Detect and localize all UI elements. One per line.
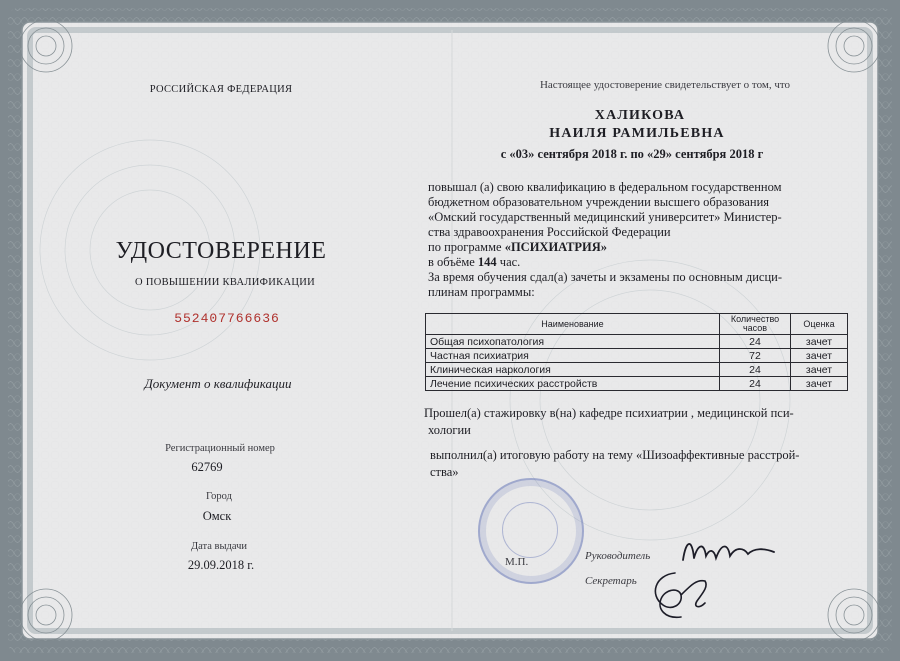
institution-paragraph xyxy=(428,180,843,300)
city-label: Город xyxy=(206,491,232,502)
discipline-grade: зачет xyxy=(791,363,848,377)
paragraph-line: ства здравоохранения Российской Федерации xyxy=(428,225,671,239)
discipline-name: Клиническая наркология xyxy=(426,363,720,377)
certificate-subtitle: О ПОВЫШЕНИИ КВАЛИФИКАЦИИ xyxy=(135,277,315,288)
discipline-grade: зачет xyxy=(791,335,848,349)
issue-date-label: Дата выдачи xyxy=(190,541,248,552)
discipline-hours: 24 xyxy=(720,377,791,391)
internship-text: Прошел(а) стажировку в(на) кафедре психиатрии , медицинской пси- хологии xyxy=(424,406,794,437)
discipline-hours: 24 xyxy=(720,363,791,377)
training-period: с «03» сентября 2018 г. по «29» сентября 2018 г xyxy=(500,147,764,161)
serial-number: 552407766636 xyxy=(174,311,280,326)
discipline-grade: зачет xyxy=(791,349,848,363)
intro-text: Настоящее удостоверение свидетельствует о том, что xyxy=(539,79,791,91)
paragraph-line: бюджетном образовательном учреждении высшего образования xyxy=(428,195,770,209)
program-name: «ПСИХИАТРИЯ» xyxy=(504,240,608,254)
column-header-grade: Оценка xyxy=(791,314,848,335)
table-row xyxy=(426,335,848,349)
volume-line: в объёме 144 час. xyxy=(428,255,521,269)
discipline-name: Общая психопатология xyxy=(426,335,720,349)
column-header-hours: Количество часов xyxy=(720,314,791,335)
exams-line: За время обучения сдал(а) зачеты и экзамены по основным дисци- xyxy=(428,270,783,284)
seal-place-label: М.П. xyxy=(505,556,529,568)
thesis-text: выполнил(а) итоговую работу на тему «Шизоаффективные расстрой- ства» xyxy=(430,448,800,479)
program-line: по программе «ПСИХИАТРИЯ» xyxy=(428,240,608,254)
discipline-hours: 72 xyxy=(720,349,791,363)
seal-stamp xyxy=(478,478,584,584)
table-row xyxy=(426,363,848,377)
discipline-grade: зачет xyxy=(791,377,848,391)
document-type: Документ о квалификации xyxy=(144,376,292,391)
holder-surname: ХАЛИКОВА xyxy=(594,108,686,123)
table-row xyxy=(426,377,848,391)
volume-hours: 144 xyxy=(477,255,497,269)
discipline-name: Частная психиатрия xyxy=(426,349,720,363)
head-label: Руководитель xyxy=(585,550,651,562)
table-header-row xyxy=(426,314,848,335)
certificate-title: УДОСТОВЕРЕНИЕ xyxy=(115,238,327,264)
registration-number-label: Регистрационный номер xyxy=(165,443,275,454)
paragraph-line: «Омский государственный медицинский университет» Министер- xyxy=(428,210,782,224)
registration-number-value: 62769 xyxy=(191,460,223,474)
holder-given-names: НАИЛЯ РАМИЛЬЕВНА xyxy=(549,126,725,141)
head-signature xyxy=(678,530,788,570)
secretary-signature xyxy=(635,565,725,625)
issue-date-value: 29.09.2018 г. xyxy=(187,558,255,572)
discipline-name: Лечение психических расстройств xyxy=(426,377,720,391)
discipline-hours: 24 xyxy=(720,335,791,349)
disciplines-table xyxy=(425,313,848,391)
country-label: РОССИЙСКАЯ ФЕДЕРАЦИЯ xyxy=(149,84,293,95)
secretary-label: Секретарь xyxy=(585,575,637,587)
exams-line: плинам программы: xyxy=(428,285,535,299)
paragraph-line: повышал (а) свою квалификацию в федеральном государственном xyxy=(428,180,782,194)
table-row xyxy=(426,349,848,363)
column-header-name: Наименование xyxy=(426,314,720,335)
city-value: Омск xyxy=(202,509,232,523)
